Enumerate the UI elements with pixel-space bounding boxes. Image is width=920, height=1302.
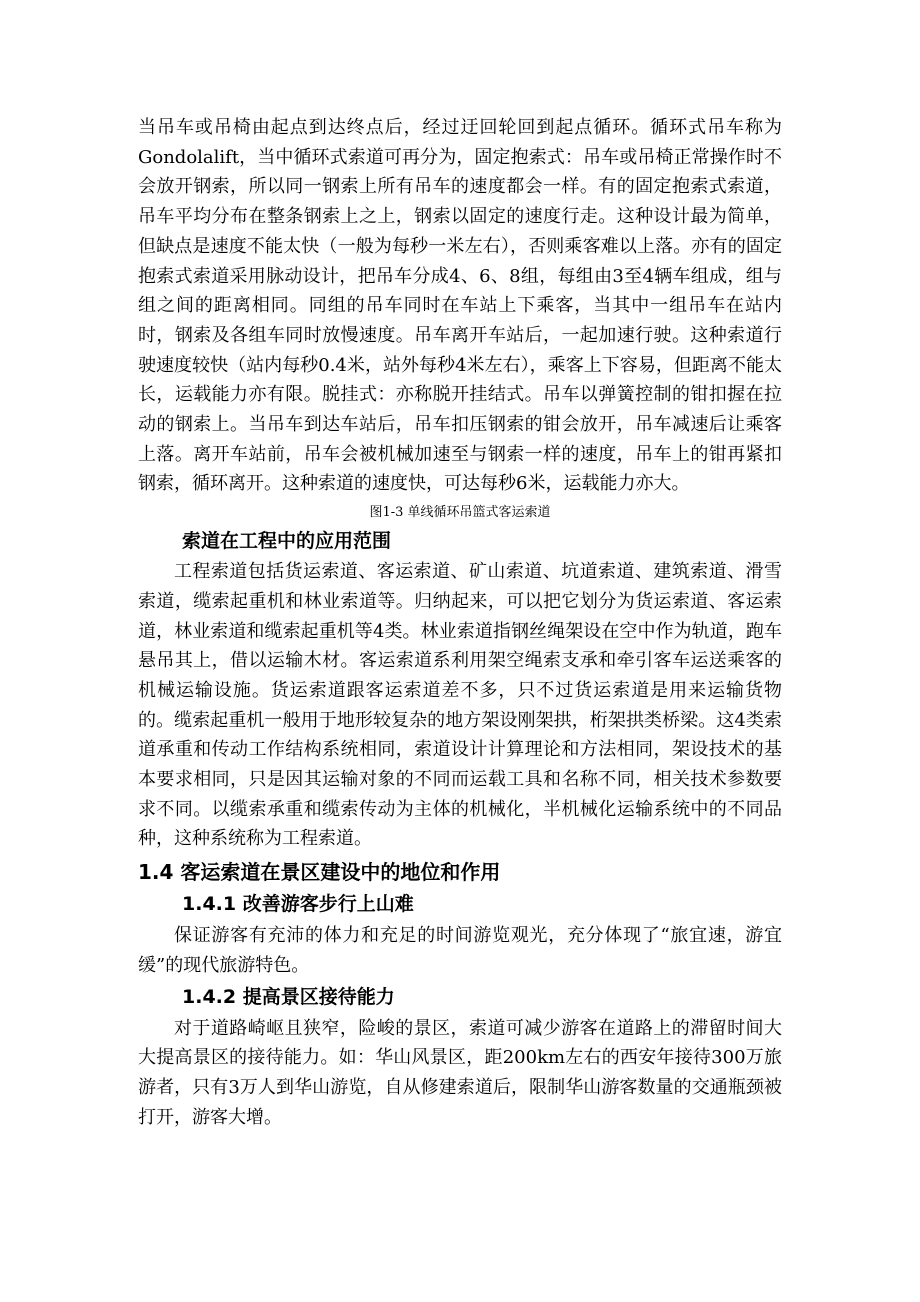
figure-caption: 图1-3 单线循环吊篮式客运索道 [369, 505, 551, 521]
paragraph-reception-capacity: 对于道路崎岖且狭窄，险峻的景区，索道可减少游客在道路上的滞留时间大大提高景区的接待能力。如：华山风景区，距200km左右的西安年接待300万旅游者，只有3万人到华山游览，自从修建索道后，限制华山游客数量的交通瓶颈被打开，游客大增。 [138, 1017, 782, 1128]
section-heading-1-4: 1.4 客运索道在景区建设中的地位和作用 [138, 860, 501, 885]
section-heading-1-4-1: 1.4.1 改善游客步行上山难 [182, 893, 414, 916]
heading-application-scope: 索道在工程中的应用范围 [182, 530, 392, 553]
paragraph-engineering-cableway: 工程索道包括货运索道、客运索道、矿山索道、坑道索道、建筑索道、滑雪索道，缆索起重机和林业索道等。归纳起来，可以把它划分为货运索道、客运索道，林业索道和缆索起重机等4类。林业索道指钢丝绳架设在空中作为轨道，跑车悬吊其上，借以运输木材。客运索道系利用架空绳索支承和牵引客车运送乘客的机械运输设施。货运索道跟客运索道差不多，只不过货运索道是用来运输货物的。缆索起重机一般用于地形较复杂的地方架设刚架拱，桁架拱类桥梁。这4类索道承重和传动工作结构系统相同，索道设计计算理论和方法相同，架设技术的基本要求相同，只是因其运输对象的不同而运载工具和名称不同，相关技术参数要求不同。以缆索承重和缆索传动为主体的机械化，半机械化运输系统中的不同品种，这种系统称为工程索道。 [138, 561, 782, 850]
paragraph-improve-walking: 保证游客有充沛的体力和充足的时间游览观光，充分体现了“旅宜速，游宜缓”的现代旅游特色。 [138, 925, 782, 976]
section-heading-1-4-2: 1.4.2 提高景区接待能力 [182, 985, 395, 1008]
paragraph-cycle-cableway: 当吊车或吊椅由起点到达终点后，经过迂回轮回到起点循环。循环式吊车称为Gondolalift，当中循环式索道可再分为，固定抱索式：吊车或吊椅正常操作时不会放开钢索，所以同一钢索上所有吊车的速度都会一样。有的固定抱索式索道，吊车平均分布在整条钢索上之上，钢索以固定的速度行走。这种设计最为简单，但缺点是速度不能太快（一般为每秒一米左右），否则乘客难以上落。亦有的固定抱索式索道采用脉动设计，把吊车分成4、6、8组，每组由3至4辆车组成，组与组之间的距离相同。同组的吊车同时在车站上下乘客，当其中一组吊车在站内时，钢索及各组车同时放慢速度。吊车离开车站后，一起加速行驶。这种索道行驶速度较快（站内每秒0.4米，站外每秒4米左右），乘客上下容易，但距离不能太长，运载能力亦有限。脱挂式：亦称脱开挂结式。吊车以弹簧控制的钳扣握在拉动的钢索上。当吊车到达车站后，吊车扣压钢索的钳会放开，吊车减速后让乘客上落。离开车站前，吊车会被机械加速至与钢索一样的速度，吊车上的钳再紧扣钢索，循环离开。这种索道的速度快，可达每秒6米，运载能力亦大。 [138, 117, 782, 495]
